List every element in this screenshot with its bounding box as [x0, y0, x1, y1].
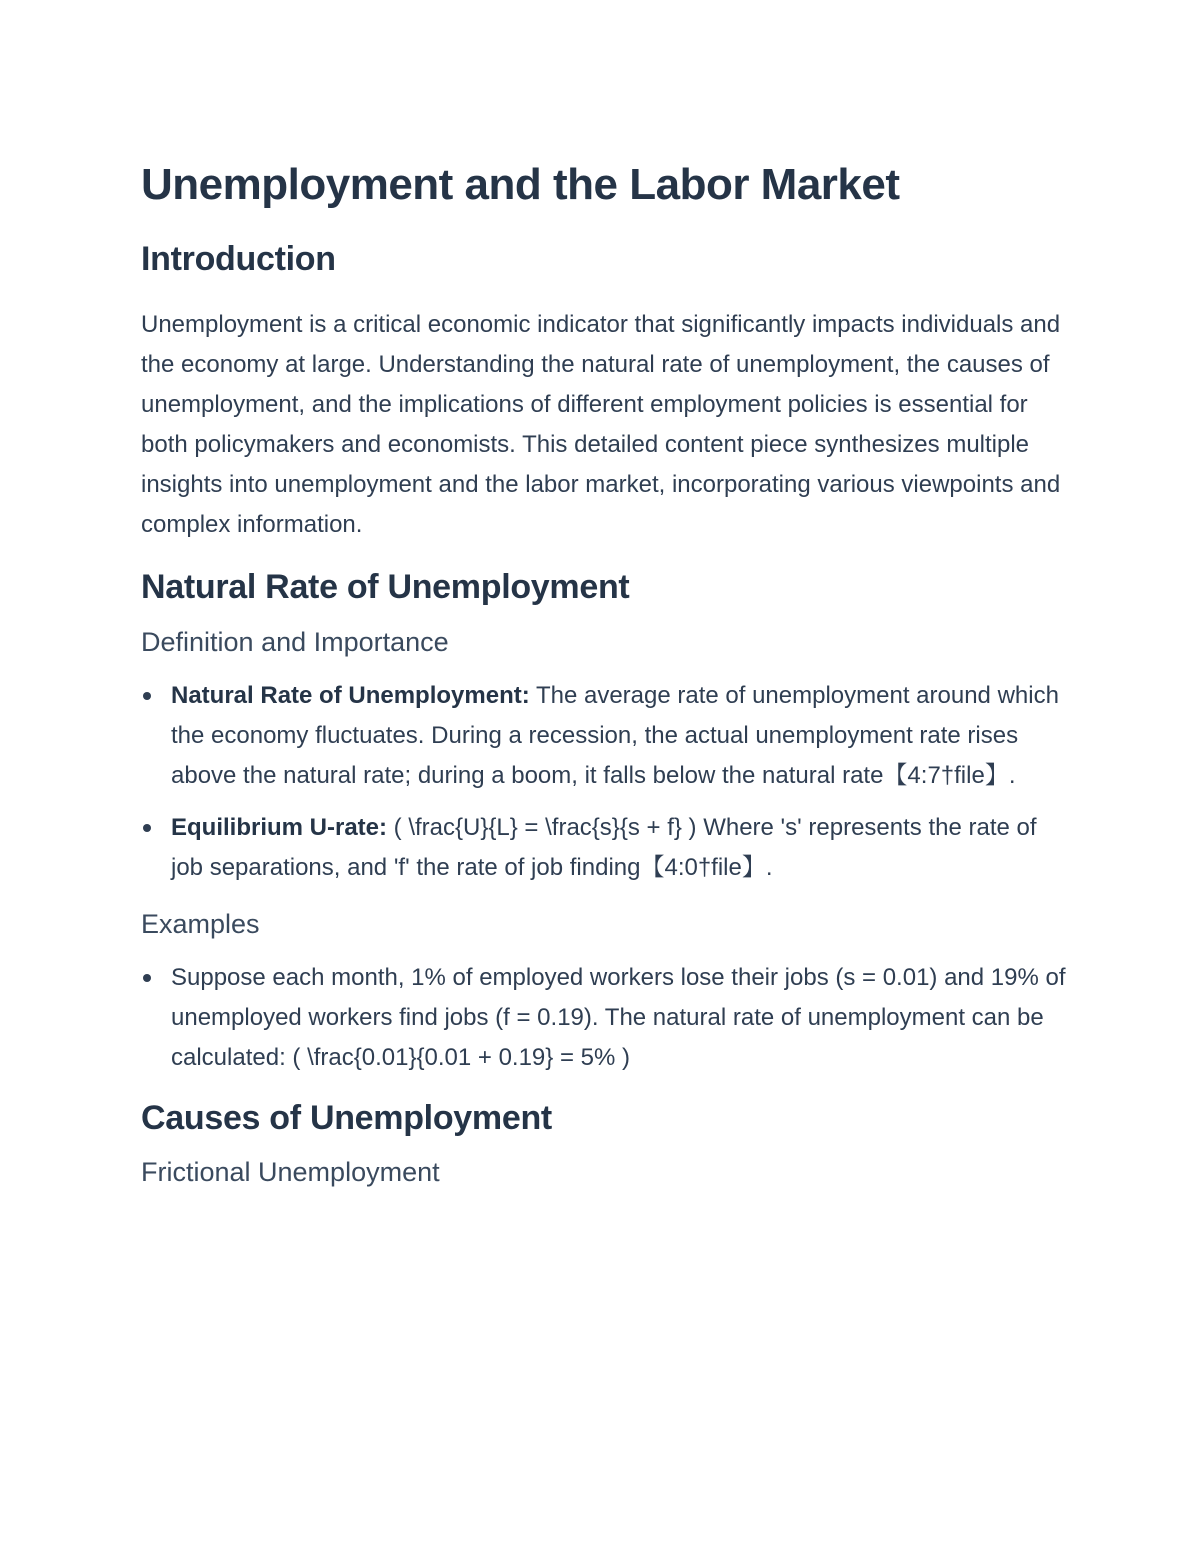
- document-page: [141, 160, 1071, 1206]
- introduction-heading: Introduction: [141, 239, 336, 278]
- bullet-icon: [143, 974, 151, 982]
- definition-text: ( \frac{U}{L} = \frac{s}{s + f} ) Where 's' represents the rate of job separations, and 'f' the rate of job finding【4:0†file】.: [171, 813, 1037, 881]
- definition-term: Equilibrium U-rate:: [171, 813, 388, 841]
- example-text: Suppose each month, 1% of employed workers lose their jobs (s = 0.01) and 19% of unemployed workers find jobs (f = 0.19). The natural rate of unemployment can be calculated: ( \frac{0.01}{0.01 + 0.19} = 5% ): [171, 963, 1066, 1071]
- definition-text: The average rate of unemployment around which the economy fluctuates. During a recession, the actual unemployment rate rises above the natural rate; during a boom, it falls below the natural rate【4:7†file】.: [171, 681, 1059, 789]
- examples-list: [141, 958, 1071, 1078]
- list-item: [141, 676, 1071, 796]
- definition-list: [141, 676, 1071, 888]
- causes-heading: Causes of Unemployment: [141, 1098, 552, 1137]
- definition-term: Natural Rate of Unemployment:: [171, 681, 530, 709]
- definition-heading: Definition and Importance: [141, 627, 449, 658]
- document-title: Unemployment and the Labor Market: [141, 160, 900, 209]
- introduction-paragraph: Unemployment is a critical economic indicator that significantly impacts individuals and the economy at large. Understanding the natural rate of unemployment, the causes of unemployment, and the implications of different employment policies is essential for both policymakers and economists. This detailed content piece synthesizes multiple insights into unemployment and the labor market, incorporating various viewpoints and complex information.: [141, 311, 1061, 539]
- list-item: [141, 958, 1071, 1078]
- bullet-icon: [143, 824, 151, 832]
- list-item: [141, 808, 1071, 888]
- bullet-icon: [143, 692, 151, 700]
- examples-heading: Examples: [141, 908, 260, 939]
- frictional-heading: Frictional Unemployment: [141, 1157, 440, 1188]
- natural-rate-heading: Natural Rate of Unemployment: [141, 568, 630, 607]
